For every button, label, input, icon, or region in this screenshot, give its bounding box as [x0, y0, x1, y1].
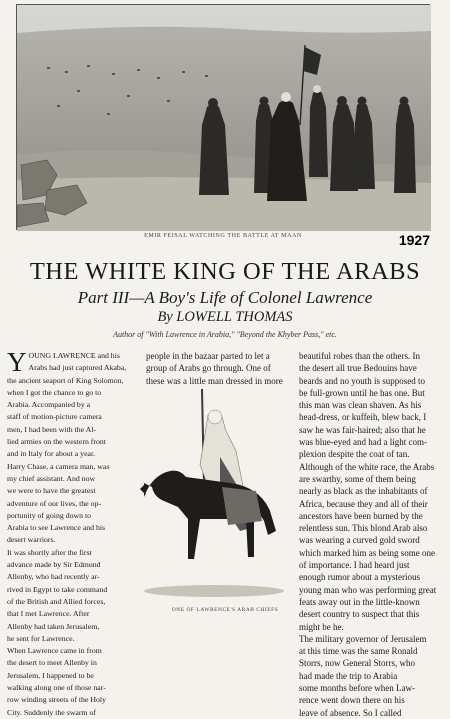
- text-line: at this time was the same Ronald: [299, 646, 418, 657]
- text-line: Africa, because they and all of their: [299, 498, 428, 509]
- article-title: THE WHITE KING OF THE ARABS: [29, 258, 421, 285]
- text-line: ancestors have been burned by the: [299, 510, 423, 521]
- text-line: the desert all true Bedouins have: [299, 363, 417, 374]
- text-line: beautiful robes than the others. In: [299, 351, 420, 361]
- text-line: leave of absence. So I called: [299, 707, 402, 718]
- battle-photo-caption: EMIR FEISAL WATCHING THE BATTLE AT MAAN: [144, 233, 302, 239]
- text-line: desert warriors.: [7, 535, 56, 545]
- arab-chief-illustration: [124, 387, 286, 605]
- column-1: [7, 347, 140, 719]
- text-line: he sent for Lawrence.: [7, 633, 75, 643]
- text-line: young man who was performing great: [299, 584, 437, 595]
- text-line: Harry Chase, a camera man, was: [7, 461, 110, 471]
- arab-chief-photo: [124, 387, 286, 605]
- text-line: beards and no youth is supposed to: [299, 375, 425, 386]
- text-line: desert country to suspect that this: [299, 609, 420, 620]
- column-3: [299, 350, 445, 719]
- text-line: Arabia. Accompanied by a: [7, 400, 91, 410]
- text-line: When Lawrence came in from: [7, 646, 102, 656]
- battle-photo: [16, 4, 430, 230]
- text-line: of importance. I had heard just: [299, 560, 410, 571]
- text-line: Allenby had taken Jerusalem,: [7, 621, 100, 631]
- text-line: was wearing a curved gold sword: [299, 535, 420, 546]
- text-line: head-dress, or kuffeih, blew back, I: [299, 412, 427, 423]
- text-line: people in the bazaar parted to let a: [146, 351, 270, 361]
- article-subtitle: Part III—A Boy's Life of Colonel Lawrence: [77, 288, 373, 307]
- text-line: my chief assistant. And now: [7, 473, 96, 483]
- text-line: Arabs had just captured Akaba,: [28, 363, 127, 373]
- text-line: adventure of our lives, the op-: [7, 498, 101, 508]
- author-note: Author of "With Lawrence in Arabia," "Beyond the Khyber Pass," etc.: [113, 330, 337, 339]
- text-line: row winding streets of the Holy: [7, 695, 106, 705]
- text-line: rived in Egypt to take command: [7, 584, 108, 594]
- text-line: OUNG LAWRENCE and his: [28, 351, 120, 360]
- text-line: Arabia to see Lawrence and his: [7, 523, 106, 533]
- text-line: Allenby, who had recently ar-: [7, 572, 100, 582]
- text-line: might be he.: [299, 621, 344, 632]
- year-badge: 1927: [398, 232, 430, 248]
- text-line: when I got the chance to go to: [7, 387, 102, 397]
- text-line: Although of the white race, the Arabs: [299, 461, 435, 472]
- text-line: portunity of going down to: [7, 510, 92, 520]
- text-line: are swarthy, some of them being: [299, 473, 416, 484]
- column-2: [146, 350, 294, 387]
- text-line: that I met Lawrence. After: [7, 609, 90, 619]
- text-line: relentless sun. This blond Arab also: [299, 523, 428, 534]
- text-line: saw he was fair-haired; also that he: [299, 424, 426, 435]
- text-line: this man was clean shaven. As his: [299, 400, 422, 411]
- column-3-body: [299, 350, 445, 719]
- text-line: some months before when Law-: [299, 683, 415, 694]
- text-line: lied armies on the western front: [7, 437, 106, 447]
- text-line: It was shortly after the first: [7, 547, 92, 557]
- article-byline: By LOWELL THOMAS: [157, 309, 293, 325]
- text-line: Jerusalem, I happened to be: [7, 670, 94, 680]
- text-line: and in Italy for about a year.: [7, 449, 96, 459]
- arab-chief-caption: ONE OF LAWRENCE'S ARAB CHIEFS: [171, 607, 279, 613]
- text-line: rence went down there on his: [299, 695, 405, 706]
- text-line: nearly as black as the inhabitants of: [299, 486, 428, 497]
- text-line: plexion despite the coat of tan.: [299, 449, 410, 460]
- text-line: the ancient seaport of King Solomon,: [7, 375, 124, 385]
- text-line: we were to have the greatest: [7, 486, 96, 496]
- text-line: men, I had been with the Al-: [7, 424, 96, 434]
- text-line: Storrs, now General Storrs, who: [299, 658, 415, 669]
- text-line: be full-grown until he has one. But: [299, 387, 425, 398]
- text-line: which marked him as being some one: [299, 547, 435, 558]
- text-line: feats away out in the little-known: [299, 596, 420, 607]
- text-line: The military governor of Jerusalem: [299, 633, 427, 644]
- column-2-body: [146, 350, 294, 387]
- text-line: these was a little man dressed in more: [146, 375, 283, 386]
- text-line: group of Arabs go through. One of: [146, 363, 271, 374]
- text-line: advance made by Sir Edmund: [7, 560, 101, 570]
- column-1-body: [7, 347, 140, 719]
- text-line: had made the trip to Arabia: [299, 670, 398, 681]
- text-line: walking along one of those nar-: [7, 683, 106, 693]
- drop-cap: Y: [7, 347, 27, 377]
- text-line: City. Suddenly the swarm of: [7, 707, 96, 717]
- text-line: enough rumor about a mysterious: [299, 572, 420, 583]
- text-line: of the British and Allied forces,: [7, 596, 106, 606]
- text-line: was blue-eyed and had a light com-: [299, 437, 427, 448]
- text-line: staff of motion-picture camera: [7, 412, 102, 422]
- text-line: the desert to meet Allenby in: [7, 658, 97, 668]
- battle-photo-illustration: [17, 5, 431, 231]
